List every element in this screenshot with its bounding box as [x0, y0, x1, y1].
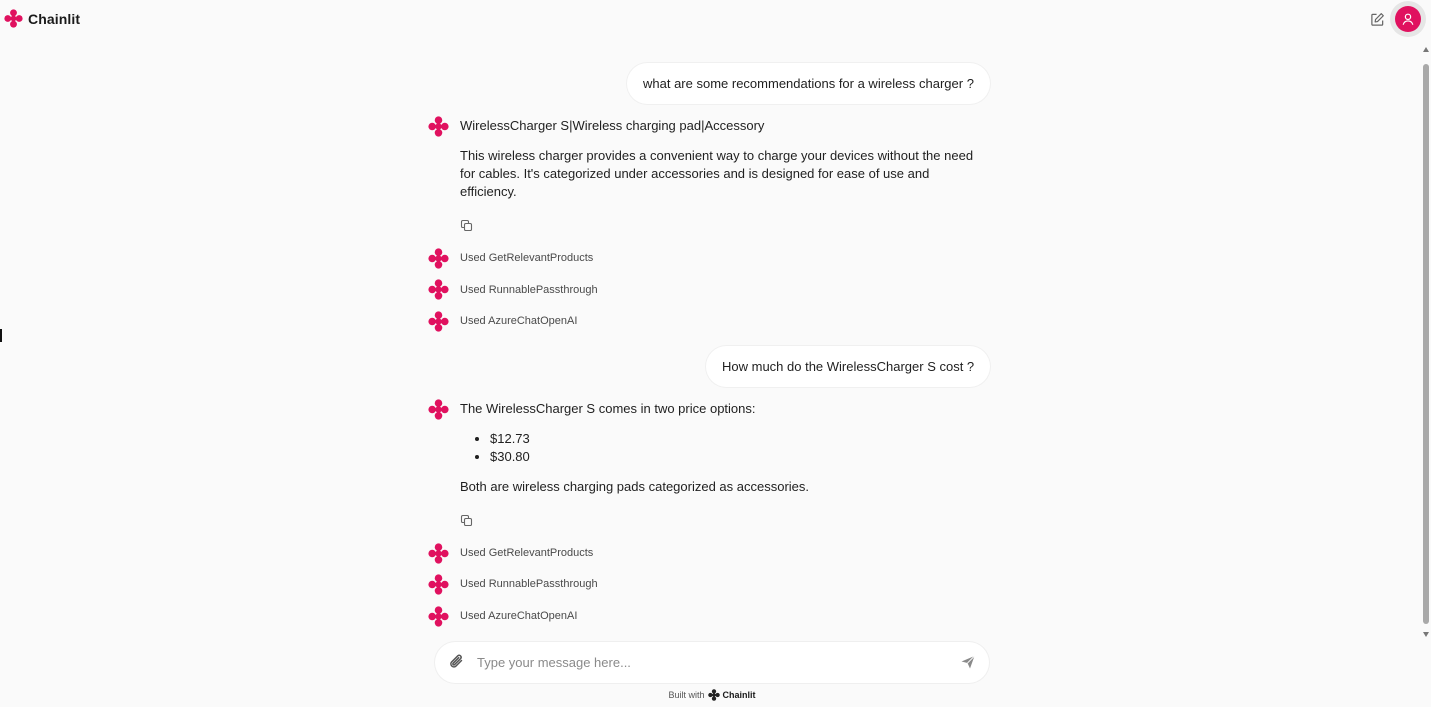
user-message	[627, 63, 990, 104]
user-icon	[1401, 12, 1415, 26]
step-azure-chat-openai[interactable]: Used AzureChatOpenAI	[460, 610, 578, 622]
message-composer	[435, 642, 989, 683]
brand-logo[interactable]	[4, 9, 80, 28]
text-cursor	[0, 329, 2, 342]
step-azure-chat-openai[interactable]: Used AzureChatOpenAI	[460, 315, 578, 327]
edit-icon	[1370, 12, 1385, 27]
copy-icon[interactable]	[460, 514, 474, 528]
assistant-message-outro: Both are wireless charging pads categorized as accessories.	[460, 479, 810, 494]
brand-name: Chainlit	[28, 10, 81, 27]
step-avatar-icon	[428, 311, 449, 332]
new-chat-button[interactable]	[1368, 10, 1386, 28]
footer-brand[interactable]: Chainlit	[722, 690, 756, 700]
assistant-message-body: This wireless charger provides a convenient way to charge your devices without the need for cables. It's categorized under accessories and is designed for ease of use and efficiency.	[460, 148, 974, 199]
user-message-text: How much do the WirelessCharger S cost ?	[722, 359, 975, 374]
scroll-thumb[interactable]	[1423, 64, 1429, 624]
price-item: • $30.80	[490, 448, 530, 466]
assistant-message-title: WirelessCharger S|Wireless charging pad|Accessory	[460, 118, 765, 133]
price-item: • $12.73	[490, 430, 530, 448]
footer	[0, 689, 1424, 701]
step-get-relevant-products[interactable]: Used GetRelevantProducts	[460, 252, 594, 264]
user-avatar-button[interactable]	[1390, 1, 1426, 37]
header	[0, 0, 1431, 40]
step-avatar-icon	[428, 279, 449, 300]
scroll-up-arrow-icon[interactable]	[1423, 47, 1429, 52]
footer-logo-icon	[708, 689, 720, 701]
assistant-avatar-icon	[428, 116, 449, 137]
message-input[interactable]	[477, 650, 947, 675]
copy-icon[interactable]	[460, 219, 474, 233]
send-icon[interactable]	[960, 654, 976, 670]
scroll-down-arrow-icon[interactable]	[1423, 632, 1429, 637]
step-avatar-icon	[428, 248, 449, 269]
price-list	[460, 430, 530, 466]
paperclip-icon[interactable]	[447, 652, 467, 672]
step-runnable-passthrough[interactable]: Used RunnablePassthrough	[460, 284, 598, 296]
chainlit-logo-icon	[4, 9, 23, 28]
scrollbar[interactable]	[1420, 44, 1431, 638]
step-avatar-icon	[428, 543, 449, 564]
assistant-avatar-icon	[428, 399, 449, 420]
avatar	[1395, 6, 1421, 32]
assistant-message-intro: The WirelessCharger S comes in two price options:	[460, 401, 756, 416]
step-get-relevant-products[interactable]: Used GetRelevantProducts	[460, 547, 594, 559]
user-message-text: what are some recommendations for a wireless charger ?	[643, 76, 974, 91]
built-with-text: Built with	[668, 690, 705, 700]
user-message	[706, 346, 990, 387]
step-avatar-icon	[428, 574, 449, 595]
step-avatar-icon	[428, 606, 449, 627]
step-runnable-passthrough[interactable]: Used RunnablePassthrough	[460, 578, 598, 590]
